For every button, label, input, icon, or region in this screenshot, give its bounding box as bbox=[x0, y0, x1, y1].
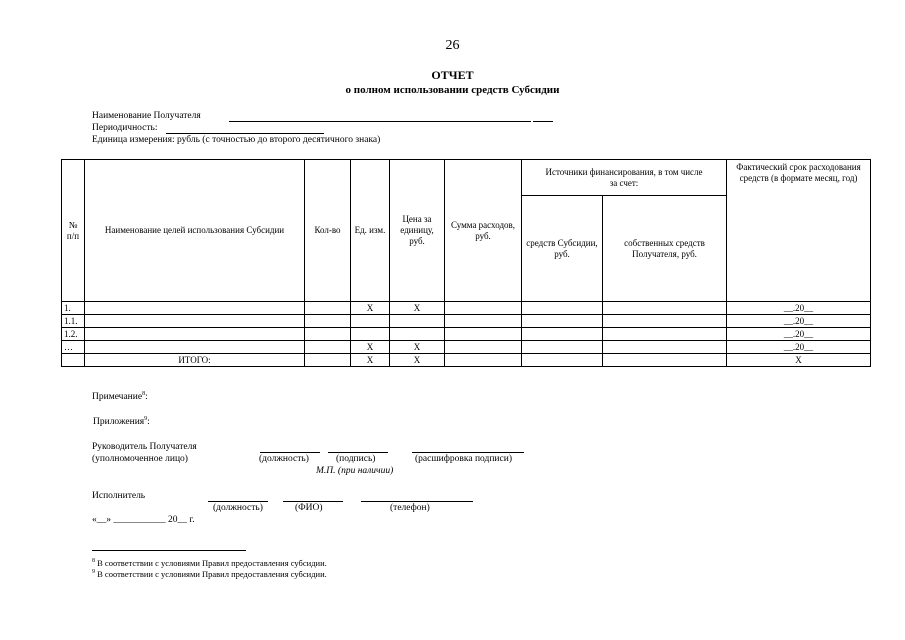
cell-total-label: ИТОГО: bbox=[85, 354, 305, 367]
cell-subsidy bbox=[522, 354, 603, 367]
note-label: Примечание$^8$: bbox=[92, 391, 148, 403]
periodicity-label: Периодичность: bbox=[92, 123, 158, 133]
table-total-row bbox=[62, 354, 871, 367]
recipient-line-end bbox=[533, 121, 553, 122]
cell-qty bbox=[305, 302, 351, 315]
cell-own bbox=[603, 328, 727, 341]
cell-name bbox=[85, 302, 305, 315]
recipient-line bbox=[229, 121, 531, 122]
cell-term: __.20__ bbox=[727, 302, 871, 315]
table-row bbox=[62, 328, 871, 341]
executor-phone-caption: (телефон) bbox=[390, 503, 430, 513]
cell-name bbox=[85, 328, 305, 341]
cell-subsidy bbox=[522, 315, 603, 328]
report-subtitle: о полном использовании средств Субсидии bbox=[345, 84, 560, 96]
cell-subsidy bbox=[522, 341, 603, 354]
col-header-subsidy-funds: средств Субсидии, руб. bbox=[522, 196, 603, 302]
cell-price: Х bbox=[390, 302, 445, 315]
cell-term: __.20__ bbox=[727, 328, 871, 341]
executor-position-caption: (должность) bbox=[213, 503, 263, 513]
cell-num: 1.2. bbox=[62, 328, 85, 341]
cell-qty bbox=[305, 341, 351, 354]
head-decode-line bbox=[412, 452, 524, 453]
page-number: 26 bbox=[445, 38, 460, 53]
cell-qty bbox=[305, 328, 351, 341]
cell-total bbox=[445, 341, 522, 354]
cell-subsidy bbox=[522, 302, 603, 315]
footnote-text: В соответствии с условиями Правил предоставления субсидии. bbox=[95, 569, 327, 579]
footnote-mark: 8 bbox=[92, 558, 95, 565]
cell-num: … bbox=[62, 341, 85, 354]
cell-price bbox=[390, 328, 445, 341]
head-position-line bbox=[260, 452, 320, 453]
recipient-label: Наименование Получателя bbox=[92, 111, 201, 121]
cell-num: 1. bbox=[62, 302, 85, 315]
col-header-name: Наименование целей использования Субсидии bbox=[85, 160, 305, 302]
header-row-1 bbox=[62, 160, 871, 196]
attachments-text: Приложения bbox=[93, 417, 145, 428]
head-signature-line bbox=[328, 452, 388, 453]
cell-own bbox=[603, 354, 727, 367]
table-row bbox=[62, 315, 871, 328]
executor-fio-caption: (ФИО) bbox=[295, 503, 323, 513]
head-signature-caption: (подпись) bbox=[336, 454, 376, 464]
attachments-footnote-ref: 9 bbox=[144, 416, 148, 422]
date-line: «__» ___________ 20__ г. bbox=[92, 515, 195, 525]
footnote-text: В соответствии с условиями Правил предоставления субсидии. bbox=[95, 558, 327, 568]
cell-own bbox=[603, 315, 727, 328]
table-row bbox=[62, 341, 871, 354]
cell-term: __.20__ bbox=[727, 315, 871, 328]
cell-term: Х bbox=[727, 354, 871, 367]
col-header-total: Сумма расходов, руб. bbox=[445, 160, 522, 302]
col-header-unit: Ед. изм. bbox=[351, 160, 390, 302]
cell-name bbox=[85, 341, 305, 354]
unit-of-measure-label: Единица измерения: рубль (с точностью до второго десятичного знака) bbox=[92, 135, 381, 145]
cell-unit bbox=[351, 328, 390, 341]
cell-qty bbox=[305, 315, 351, 328]
cell-price: Х bbox=[390, 354, 445, 367]
cell-qty bbox=[305, 354, 351, 367]
cell-subsidy bbox=[522, 328, 603, 341]
col-header-own-funds: собственных средств Получателя, руб. bbox=[603, 196, 727, 302]
cell-total bbox=[445, 302, 522, 315]
col-header-sources: Источники финансирования, в том числе за счет: bbox=[522, 160, 727, 196]
cell-unit bbox=[351, 315, 390, 328]
report-table bbox=[61, 159, 871, 367]
cell-price bbox=[390, 315, 445, 328]
cell-term: __.20__ bbox=[727, 341, 871, 354]
note-text: Примечание bbox=[92, 392, 143, 403]
cell-unit: Х bbox=[351, 354, 390, 367]
head-label: Руководитель Получателя bbox=[92, 442, 197, 452]
cell-unit: Х bbox=[351, 302, 390, 315]
report-title: ОТЧЕТ bbox=[431, 68, 474, 82]
cell-total bbox=[445, 328, 522, 341]
table-row bbox=[62, 302, 871, 315]
footnote-mark: 9 bbox=[92, 569, 95, 576]
head-sub-label: (уполномоченное лицо) bbox=[92, 454, 188, 464]
cell-total bbox=[445, 315, 522, 328]
col-header-qty: Кол-во bbox=[305, 160, 351, 302]
stamp-caption: М.П. (при наличии) bbox=[316, 466, 394, 476]
cell-total bbox=[445, 354, 522, 367]
cell-own bbox=[603, 341, 727, 354]
periodicity-line bbox=[166, 133, 324, 134]
col-header-price: Цена за единицу, руб. bbox=[390, 160, 445, 302]
cell-own bbox=[603, 302, 727, 315]
footnote bbox=[92, 558, 327, 568]
cell-num bbox=[62, 354, 85, 367]
executor-label: Исполнитель bbox=[92, 491, 146, 501]
executor-phone-line bbox=[361, 501, 473, 502]
cell-price: Х bbox=[390, 341, 445, 354]
footnote-separator bbox=[92, 550, 246, 551]
footnote bbox=[92, 569, 327, 579]
cell-num: 1.1. bbox=[62, 315, 85, 328]
cell-unit: Х bbox=[351, 341, 390, 354]
head-position-caption: (должность) bbox=[259, 454, 309, 464]
cell-name bbox=[85, 315, 305, 328]
executor-fio-line bbox=[283, 501, 343, 502]
head-decode-caption: (расшифровка подписи) bbox=[415, 454, 512, 464]
col-header-actual-term: Фактический срок расходования средств (в формате месяц, год) bbox=[727, 160, 871, 302]
col-header-num: № п/п bbox=[62, 160, 85, 302]
attachments-label: Приложения$^9$: bbox=[93, 416, 150, 428]
executor-position-line bbox=[208, 501, 268, 502]
note-footnote-ref: 8 bbox=[142, 391, 146, 397]
